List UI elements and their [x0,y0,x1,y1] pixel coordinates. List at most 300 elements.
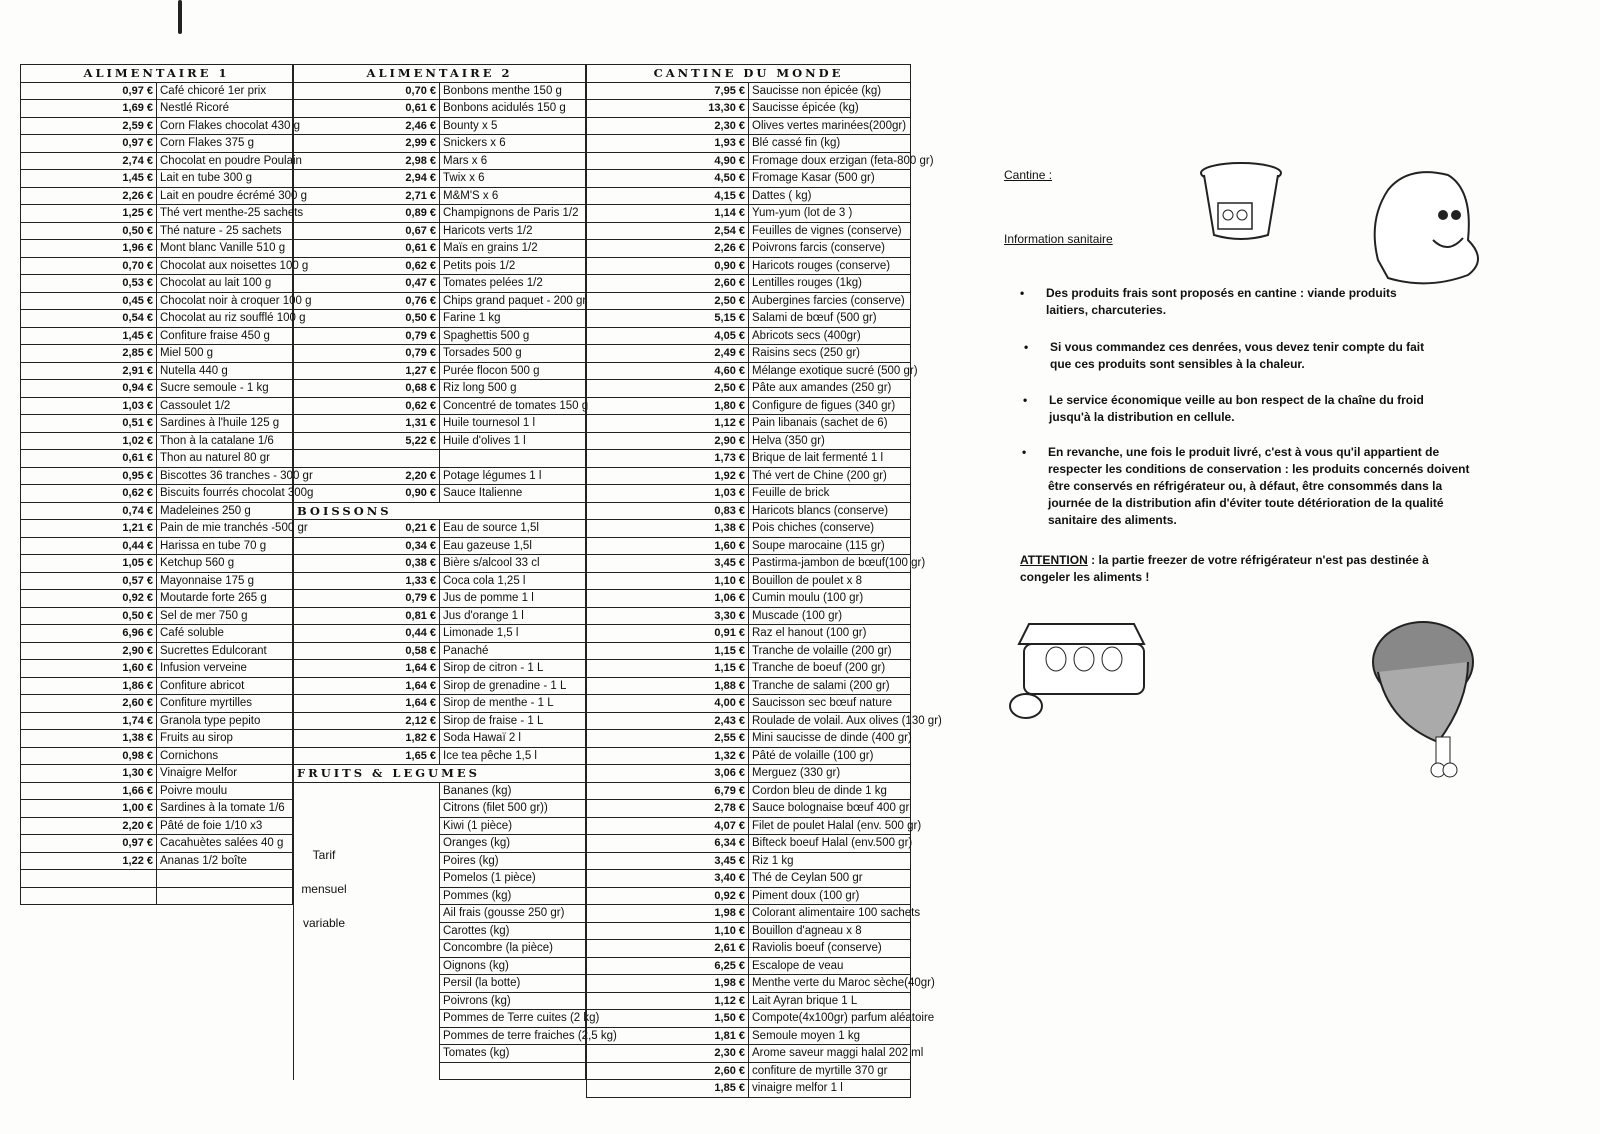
price-row [587,292,911,310]
item-name-cell: Haricots blancs (conserve) [749,502,911,520]
price-row [294,992,586,1010]
item-name-cell: vinaigre melfor 1 l [749,1080,911,1098]
price-row [587,467,911,485]
price-cell: 1,73 € [587,450,749,468]
price-cell: 0,97 € [21,135,157,153]
item-name-cell: Pomelos (1 pièce) [440,870,586,888]
price-row [587,537,911,555]
item-name-cell: Potage légumes 1 l [440,467,586,485]
item-name-cell: Café chicoré 1er prix [157,82,293,100]
ham-icon [1368,612,1508,782]
price-cell: 0,61 € [294,100,440,118]
fruits-section-title: FRUITS & LEGUMES [294,765,586,783]
cantine-du-monde-title: CANTINE DU MONDE [587,65,911,83]
item-name-cell: Merguez (330 gr) [749,765,911,783]
item-name-cell: Colorant alimentaire 100 sachets [749,905,911,923]
item-name-cell: Mars x 6 [440,152,586,170]
alimentaire-1-table [20,64,314,905]
price-cell: 1,64 € [294,677,440,695]
cantine-du-monde-table [586,64,942,1098]
item-name-cell: Granola type pepito [157,712,293,730]
price-cell: 1,96 € [21,240,157,258]
price-cell: 2,61 € [587,940,749,958]
price-cell: 2,50 € [587,380,749,398]
price-cell: 0,92 € [587,887,749,905]
price-row [21,432,293,450]
item-name-cell: Roulade de volail. Aux olives (130 gr) [749,712,911,730]
item-name-cell: Tomates pelées 1/2 [440,275,586,293]
price-cell: 2,26 € [21,187,157,205]
item-name-cell: Coca cola 1,25 l [440,572,586,590]
price-row [21,450,293,468]
info-bullet-1: • Des produits frais sont proposés en cantine : viande produits laitiers, charcuteries. [1020,286,1397,317]
item-name-cell: confiture de myrtille 370 gr [749,1062,911,1080]
boissons-section-title: BOISSONS [294,502,586,520]
item-name-cell: Twix x 6 [440,170,586,188]
price-row [294,432,586,450]
item-name-cell: Pommes (kg) [440,887,586,905]
price-row [21,82,293,100]
price-row [587,152,911,170]
item-name-cell: Fruits au sirop [157,730,293,748]
price-cell: 0,50 € [21,222,157,240]
item-name-cell: Oranges (kg) [440,835,586,853]
item-name-cell: Ice tea pêche 1,5 l [440,747,586,765]
price-cell: 1,45 € [21,170,157,188]
price-cell: 1,15 € [587,642,749,660]
item-name-cell: Sardines à l'huile 125 g [157,415,293,433]
price-cell: 2,85 € [21,345,157,363]
price-cell: 1,03 € [21,397,157,415]
price-row [587,730,911,748]
price-row [587,502,911,520]
item-name-cell: Biscottes 36 tranches - 300 gr [157,467,293,485]
price-row [21,870,293,888]
price-cell: 2,99 € [294,135,440,153]
price-row [21,747,293,765]
price-cell: 1,38 € [587,520,749,538]
price-cell [294,450,440,468]
price-row [21,205,293,223]
item-name-cell: Pommes de terre fraiches (2,5 kg) [440,1027,586,1045]
price-cell: 3,40 € [587,870,749,888]
price-cell: 2,98 € [294,152,440,170]
price-cell: 0,70 € [21,257,157,275]
item-name-cell: Sucrettes Edulcorant [157,642,293,660]
item-name-cell: Pommes de Terre cuites (2 kg) [440,1010,586,1028]
price-cell: 1,32 € [587,747,749,765]
item-name-cell: Chocolat en poudre Poulain [157,152,293,170]
price-cell: 0,76 € [294,292,440,310]
price-row [587,852,911,870]
price-cell: 6,25 € [587,957,749,975]
price-cell: 1,38 € [21,730,157,748]
price-cell: 7,95 € [587,82,749,100]
price-cell: 1,60 € [21,660,157,678]
price-row [587,1062,911,1080]
price-cell: 1,64 € [294,695,440,713]
price-cell: 2,30 € [587,1045,749,1063]
price-row [587,1027,911,1045]
item-name-cell: Thon au naturel 80 gr [157,450,293,468]
price-row [587,695,911,713]
price-cell: 1,33 € [294,572,440,590]
item-name-cell: Lait en poudre écrémé 300 g [157,187,293,205]
price-cell: 0,68 € [294,380,440,398]
price-cell: 0,61 € [21,450,157,468]
item-name-cell: Purée flocon 500 g [440,362,586,380]
price-row [587,590,911,608]
price-row [294,170,586,188]
price-cell: 3,45 € [587,852,749,870]
price-cell: 0,51 € [21,415,157,433]
item-name-cell: Salami de bœuf (500 gr) [749,310,911,328]
price-cell: 1,93 € [587,135,749,153]
price-row [587,222,911,240]
price-row [21,625,293,643]
price-cell: 0,97 € [21,835,157,853]
price-row [587,572,911,590]
item-name-cell: Confiture fraise 450 g [157,327,293,345]
item-name-cell: Feuilles de vignes (conserve) [749,222,911,240]
item-name-cell: Pâte aux amandes (250 gr) [749,380,911,398]
price-cell: 0,83 € [587,502,749,520]
price-cell: 1,64 € [294,660,440,678]
price-cell: 1,31 € [294,415,440,433]
price-cell: 6,34 € [587,835,749,853]
price-row [587,205,911,223]
price-cell: 2,78 € [587,800,749,818]
price-cell: 0,62 € [294,257,440,275]
item-name-cell: Saucisse épicée (kg) [749,100,911,118]
price-row [587,117,911,135]
item-name-cell: Menthe verte du Maroc sèche(40gr) [749,975,911,993]
price-cell: 5,22 € [294,432,440,450]
price-row [587,170,911,188]
item-name-cell: Blé cassé fin (kg) [749,135,911,153]
item-name-cell: Panaché [440,642,586,660]
price-cell: 1,69 € [21,100,157,118]
info-bullet-3: • Le service économique veille au bon respect de la chaîne du froid jusqu'à la distribution en cellule. [1023,393,1424,424]
item-name-cell: Filet de poulet Halal (env. 500 gr) [749,817,911,835]
price-row [294,275,586,293]
item-name-cell: Pois chiches (conserve) [749,520,911,538]
price-cell: 2,60 € [21,695,157,713]
cantine-label: Cantine : [1004,168,1053,182]
price-row [294,800,586,818]
price-cell: 0,90 € [294,485,440,503]
item-name-cell: Bounty x 5 [440,117,586,135]
price-row [587,362,911,380]
price-cell: 2,74 € [21,152,157,170]
price-row [587,800,911,818]
price-row [587,835,911,853]
price-row [587,485,911,503]
price-row [21,782,293,800]
price-cell: 1,02 € [21,432,157,450]
item-name-cell: Citrons (filet 500 gr)) [440,800,586,818]
item-name-cell: Mélange exotique sucré (500 gr) [749,362,911,380]
item-name-cell: Confiture abricot [157,677,293,695]
price-row [21,100,293,118]
price-row [21,415,293,433]
price-cell [294,800,440,818]
price-row [21,817,293,835]
item-name-cell: Pain libanais (sachet de 6) [749,415,911,433]
price-row [21,730,293,748]
item-name-cell: Eau de source 1,5l [440,520,586,538]
sanitaire-label: Information sanitaire [1004,232,1113,246]
fruits-section [294,765,586,783]
price-cell: 2,20 € [21,817,157,835]
item-name-cell: Fromage doux erzigan (feta-800 gr) [749,152,911,170]
price-row [21,712,293,730]
item-name-cell: Raz el hanout (100 gr) [749,625,911,643]
price-row [21,555,293,573]
item-name-cell: Concentré de tomates 150 g [440,397,586,415]
price-row [21,485,293,503]
item-name-cell: Miel 500 g [157,345,293,363]
price-cell: 3,06 € [587,765,749,783]
price-cell: 0,79 € [294,345,440,363]
price-row [21,275,293,293]
item-name-cell: Poivre moulu [157,782,293,800]
price-row [294,747,586,765]
item-name-cell: Ketchup 560 g [157,555,293,573]
item-name-cell: Poires (kg) [440,852,586,870]
item-name-cell: Concombre (la pièce) [440,940,586,958]
price-cell: 0,67 € [294,222,440,240]
attention-text: : la partie freezer de votre réfrigérateur n'est pas destinée à congeler les aliments ! [1020,553,1429,584]
price-cell: 0,92 € [21,590,157,608]
item-name-cell: Lait en tube 300 g [157,170,293,188]
price-row [294,1045,586,1063]
price-row [294,82,586,100]
price-row [294,782,586,800]
price-row [21,135,293,153]
price-row [587,625,911,643]
price-cell: 1,74 € [21,712,157,730]
item-name-cell: Maïs en grains 1/2 [440,240,586,258]
price-row [294,817,586,835]
item-name-cell: Thé vert de Chine (200 gr) [749,467,911,485]
price-row [587,765,911,783]
item-name-cell: Moutarde forte 265 g [157,590,293,608]
price-cell: 0,44 € [21,537,157,555]
price-row [294,257,586,275]
boissons-section [294,502,586,520]
item-name-cell: Jus de pomme 1 l [440,590,586,608]
price-cell: 5,15 € [587,310,749,328]
price-cell: 2,50 € [587,292,749,310]
price-cell: 1,00 € [21,800,157,818]
price-row [21,327,293,345]
price-cell: 1,21 € [21,520,157,538]
item-name-cell: Eau gazeuse 1,5l [440,537,586,555]
item-name-cell [440,450,586,468]
item-name-cell: Corn Flakes 375 g [157,135,293,153]
price-cell: 0,34 € [294,537,440,555]
price-row [21,835,293,853]
price-row [294,362,586,380]
price-row [294,730,586,748]
price-row [587,397,911,415]
item-name-cell: Pastirma-jambon de bœuf(100 gr) [749,555,911,573]
price-row [587,817,911,835]
price-cell [294,957,440,975]
item-name-cell: Torsades 500 g [440,345,586,363]
price-cell: 1,66 € [21,782,157,800]
item-name-cell: Lait Ayran brique 1 L [749,992,911,1010]
item-name-cell: Chocolat au riz soufflé 100 g [157,310,293,328]
price-cell: 2,43 € [587,712,749,730]
item-name-cell: Kiwi (1 pièce) [440,817,586,835]
item-name-cell: Cornichons [157,747,293,765]
price-cell [21,887,157,905]
info-bullet-4: • En revanche, une fois le produit livré, c'est à vous qu'il appartient de respecter les conditions de conservation : les produits concernés doivent être conservés en réfrigérateur ou, à défaut, être consommés dans la journée de la distribution afin d'éviter toute détérioration de la qualité sanitaire des aliments. [1022,445,1470,527]
price-row [21,397,293,415]
price-cell: 0,89 € [294,205,440,223]
item-name-cell: Persil (la botte) [440,975,586,993]
price-row [587,555,911,573]
price-cell: 0,98 € [21,747,157,765]
price-cell: 0,90 € [587,257,749,275]
price-row [587,415,911,433]
item-name-cell: Sauce Italienne [440,485,586,503]
price-row [587,870,911,888]
price-cell: 1,30 € [21,765,157,783]
price-cell: 0,95 € [21,467,157,485]
item-name-cell: Poivrons farcis (conserve) [749,240,911,258]
item-name-cell: M&M'S x 6 [440,187,586,205]
item-name-cell: Thé de Ceylan 500 gr [749,870,911,888]
item-name-cell: Olives vertes marinées(200gr) [749,117,911,135]
item-name-cell: Bananes (kg) [440,782,586,800]
price-cell: 0,50 € [21,607,157,625]
price-cell: 2,90 € [21,642,157,660]
item-name-cell: Saucisse non épicée (kg) [749,82,911,100]
price-row [21,117,293,135]
price-row [21,380,293,398]
price-row [587,887,911,905]
price-row [21,187,293,205]
egg-carton-icon [1004,614,1154,724]
price-cell: 0,81 € [294,607,440,625]
price-row [294,467,586,485]
item-name-cell: Vinaigre Melfor [157,765,293,783]
item-name-cell: Dattes ( kg) [749,187,911,205]
price-cell: 3,45 € [587,555,749,573]
item-name-cell: Ananas 1/2 boîte [157,852,293,870]
price-row [294,607,586,625]
item-name-cell [157,887,293,905]
price-cell: 6,96 € [21,625,157,643]
price-row [587,327,911,345]
price-cell: 0,44 € [294,625,440,643]
item-name-cell: Harissa en tube 70 g [157,537,293,555]
price-cell: 1,80 € [587,397,749,415]
price-cell: 0,91 € [587,625,749,643]
item-name-cell: Carottes (kg) [440,922,586,940]
item-name-cell: Compote(4x100gr) parfum aléatoire [749,1010,911,1028]
variable-text: variable [302,916,346,930]
price-cell: 1,82 € [294,730,440,748]
item-name-cell: Raviolis boeuf (conserve) [749,940,911,958]
price-row [294,380,586,398]
price-row [587,1010,911,1028]
price-cell: 2,71 € [294,187,440,205]
item-name-cell: Chocolat noir à croquer 100 g [157,292,293,310]
price-row [294,135,586,153]
price-row [21,467,293,485]
item-name-cell: Fromage Kasar (500 gr) [749,170,911,188]
price-cell: 0,54 € [21,310,157,328]
price-cell: 2,60 € [587,1062,749,1080]
item-name-cell: Cassoulet 1/2 [157,397,293,415]
item-name-cell: Farine 1 kg [440,310,586,328]
price-cell: 0,47 € [294,275,440,293]
item-name-cell: Piment doux (100 gr) [749,887,911,905]
price-cell: 1,86 € [21,677,157,695]
item-name-cell: Cordon bleu de dinde 1 kg [749,782,911,800]
price-row [21,170,293,188]
item-name-cell: Saucisson sec bœuf nature [749,695,911,713]
item-name-cell: Bifteck boeuf Halal (env.500 gr) [749,835,911,853]
price-row [587,712,911,730]
item-name-cell: Biscuits fourrés chocolat 300g [157,485,293,503]
item-name-cell: Mont blanc Vanille 510 g [157,240,293,258]
price-row [294,205,586,223]
item-name-cell: Lentilles rouges (1kg) [749,275,911,293]
price-cell: 2,20 € [294,467,440,485]
item-name-cell [440,1062,586,1080]
price-row [21,310,293,328]
price-cell: 1,60 € [587,537,749,555]
item-name-cell: Sardines à la tomate 1/6 [157,800,293,818]
price-row [21,590,293,608]
price-cell [294,1027,440,1045]
item-name-cell: Feuille de brick [749,485,911,503]
item-name-cell: Oignons (kg) [440,957,586,975]
price-cell: 0,70 € [294,82,440,100]
price-row [587,975,911,993]
price-row [587,345,911,363]
info-bullet-2: • Si vous commandez ces denrées, vous devez tenir compte du fait que ces produits sont sensibles à la chaleur. [1024,340,1425,371]
price-cell: 1,05 € [21,555,157,573]
price-row [294,572,586,590]
price-row [21,852,293,870]
price-cell: 1,27 € [294,362,440,380]
price-cell: 1,15 € [587,660,749,678]
price-row [587,905,911,923]
price-cell: 2,26 € [587,240,749,258]
attention-label: ATTENTION [1020,553,1088,567]
attention-note [1020,552,1460,586]
price-row [587,642,911,660]
price-row [21,642,293,660]
price-cell: 1,98 € [587,905,749,923]
item-name-cell: Haricots rouges (conserve) [749,257,911,275]
price-row [21,240,293,258]
item-name-cell: Sirop de menthe - 1 L [440,695,586,713]
price-row [294,1062,586,1080]
item-name-cell: Riz long 500 g [440,380,586,398]
price-row [294,590,586,608]
item-name-cell: Limonade 1,5 l [440,625,586,643]
alimentaire-2-title: ALIMENTAIRE 2 [294,65,586,83]
price-cell: 1,12 € [587,415,749,433]
item-name-cell: Bière s/alcool 33 cl [440,555,586,573]
